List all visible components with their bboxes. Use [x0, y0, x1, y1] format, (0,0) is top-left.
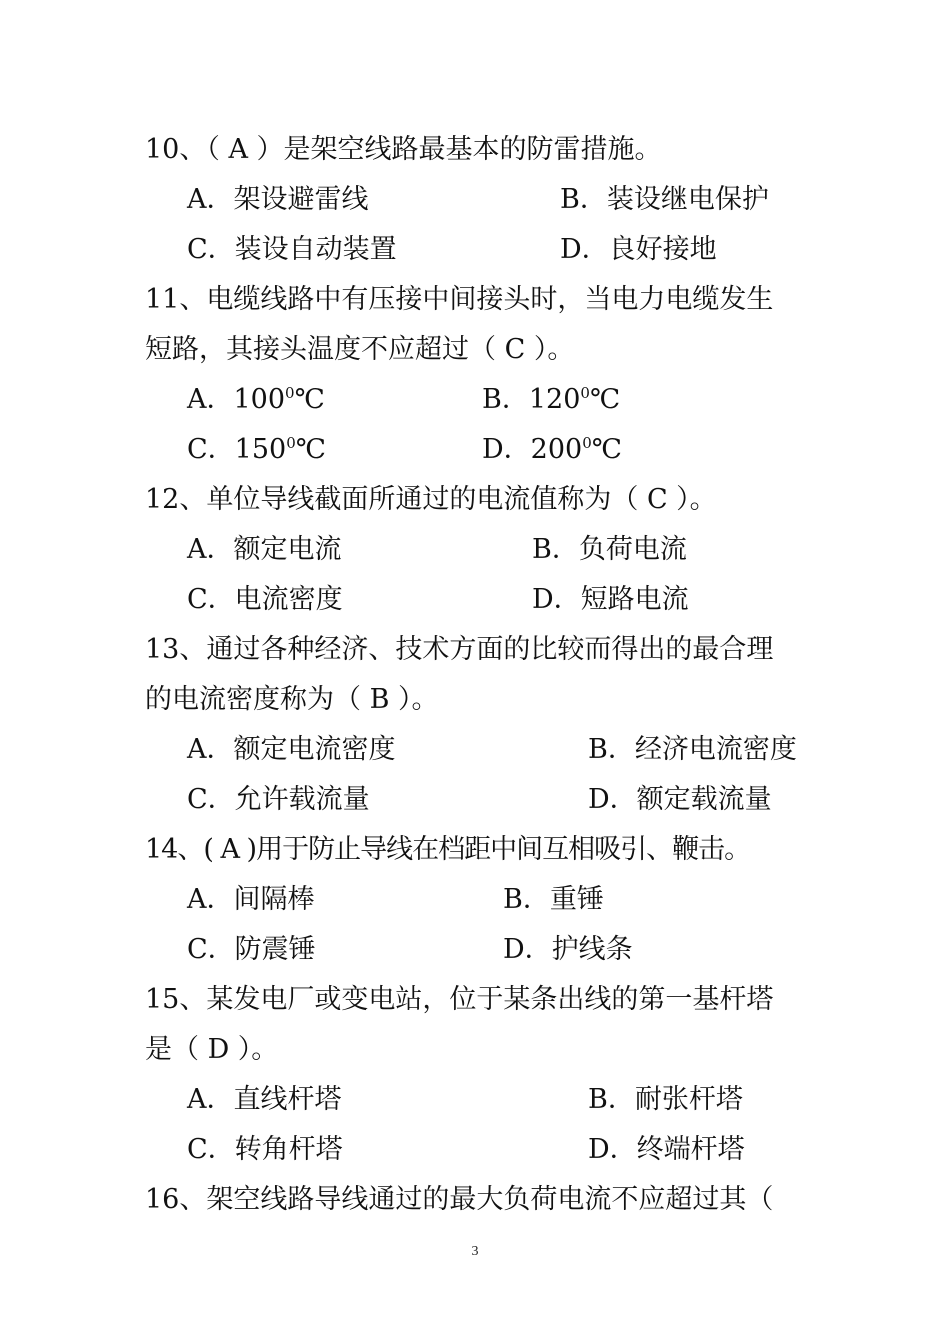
q14-option-d: D．护线条	[503, 934, 633, 965]
q11-option-b: B．$120^0℃$	[482, 384, 621, 415]
q14-option-c: C．防震锤	[187, 934, 316, 965]
q13-option-b: B．经济电流密度	[588, 734, 797, 765]
q12-option-c: C．电流密度	[187, 584, 343, 615]
question-15-text-line2: 是（ D ）。	[145, 1034, 279, 1065]
question-12-text: 12、单位导线截面所通过的电流值称为（ C ）。	[145, 484, 717, 515]
q11-option-d: D．$200^0℃$	[482, 434, 622, 465]
q10-option-b: B．装设继电保护	[560, 184, 769, 215]
question-13-text-line1: 13、通过各种经济、技术方面的比较而得出的最合理	[145, 634, 774, 665]
q12-option-b: B．负荷电流	[532, 534, 687, 565]
question-13-text-line2: 的电流密度称为（ B ）。	[145, 684, 439, 715]
q11-option-c: C．$150^0℃$	[187, 434, 326, 465]
q10-option-c: C．装设自动装置	[187, 234, 397, 265]
q15-option-a: A．直线杆塔	[187, 1084, 342, 1115]
question-10-text: 10、（ A ）是架空线路最基本的防雷措施。	[145, 134, 662, 165]
q13-option-c: C．允许载流量	[187, 784, 370, 815]
q10-option-a: A．架设避雷线	[187, 184, 369, 215]
question-11-text-line1: 11、电缆线路中有压接中间接头时，当电力电缆发生	[145, 284, 774, 315]
page-number: 3	[471, 1244, 479, 1259]
q13-option-d: D．额定载流量	[588, 784, 772, 815]
q14-option-a: A．间隔棒	[187, 884, 315, 915]
q12-option-a: A．额定电流	[187, 534, 342, 565]
q13-option-a: A．额定电流密度	[187, 734, 396, 765]
q15-option-b: B．耐张杆塔	[588, 1084, 743, 1115]
q11-option-a: A．$100^0℃$	[187, 384, 325, 415]
question-14-text: 14、( A )用于防止导线在档距中间互相吸引、鞭击。	[145, 834, 751, 865]
q14-option-b: B．重锤	[503, 884, 604, 915]
q15-option-c: C．转角杆塔	[187, 1134, 343, 1165]
q12-option-d: D．短路电流	[532, 584, 689, 615]
question-15-text-line1: 15、某发电厂或变电站，位于某条出线的第一基杆塔	[145, 984, 774, 1015]
q10-option-d: D．良好接地	[560, 234, 717, 265]
question-11-text-line2: 短路，其接头温度不应超过（ C ）。	[145, 334, 575, 365]
question-16-text: 16、架空线路导线通过的最大负荷电流不应超过其（	[145, 1184, 774, 1215]
q15-option-d: D．终端杆塔	[588, 1134, 745, 1165]
